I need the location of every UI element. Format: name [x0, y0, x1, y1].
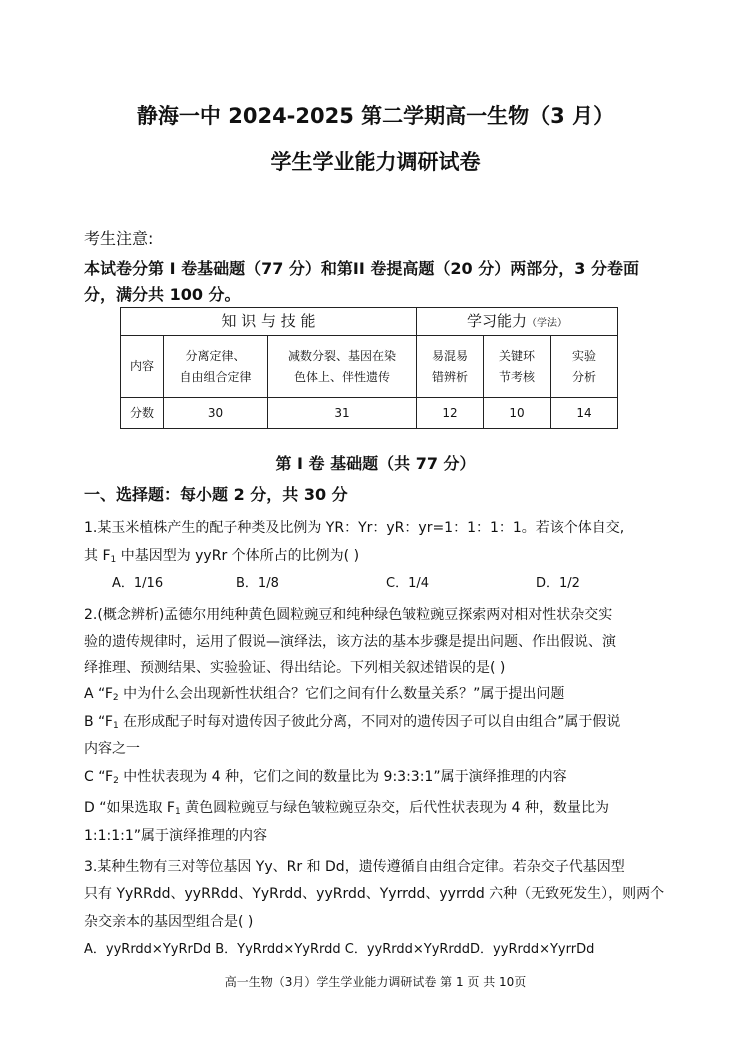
- notice-line-2: 分，满分共 100 分。: [84, 285, 241, 304]
- q2-option-a: A “$F_2$ 中为什么会出现新性状组合？它们之间有什么数量关系？”属于提出问题: [84, 686, 565, 703]
- table-cell: 实验 分析: [551, 336, 618, 398]
- content-label: 内容: [121, 336, 164, 398]
- section-subtitle: 一、选择题：每小题 2 分，共 30 分: [84, 485, 348, 504]
- score-label: 分数: [121, 398, 164, 429]
- score-distribution-table: [120, 307, 618, 429]
- table-cell: 分离定律、 自由组合定律: [164, 336, 268, 398]
- table-cell: 14: [551, 398, 618, 429]
- q2-option-d-line-1: D “如果选取 $F_1$ 黄色圆粒豌豆与绿色皱粒豌豆杂交，后代性状表现为 4 种，数量比为: [84, 800, 609, 817]
- notice-line-1: 本试卷分第 I 卷基础题（77 分）和第II 卷提高题（20 分）两部分，3 分卷面: [84, 259, 639, 278]
- content-row: [121, 336, 618, 398]
- learning-ability-header: 学习能力（学法）: [417, 308, 618, 336]
- q2-option-d-line-2: 1:1:1:1”属于演绎推理的内容: [84, 828, 268, 844]
- q2-line-3: 绎推理、预测结果、实验验证、得出结论。下列相关叙述错误的是( ): [84, 660, 506, 676]
- table-cell: 减数分裂、基因在染 色体上、伴性遗传: [268, 336, 417, 398]
- q1-option-d: D．1/2: [536, 576, 580, 591]
- q1-option-c: C．1/4: [386, 576, 429, 591]
- q2-option-b-line-2: 内容之一: [84, 741, 140, 757]
- q2-option-b-line-1: B “$F_1$ 在形成配子时每对遗传因子彼此分离，不同对的遗传因子可以自由组合”属于假说: [84, 714, 621, 731]
- table-cell: 10: [484, 398, 551, 429]
- q2-line-1: 2.(概念辨析)孟德尔用纯种黄色圆粒豌豆和纯种绿色皱粒豌豆探索两对相对性状杂交实: [84, 607, 613, 623]
- table-cell: 关键环 节考核: [484, 336, 551, 398]
- q3-line-3: 杂交亲本的基因型组合是( ): [84, 914, 254, 930]
- table-cell: 31: [268, 398, 417, 429]
- q2-line-2: 验的遗传规律时，运用了假说—演绎法，该方法的基本步骤是提出问题、作出假说、演: [84, 634, 616, 650]
- exam-title: 静海一中 2024-2025 第二学期高一生物（3 月）: [136, 104, 615, 128]
- table-cell: 30: [164, 398, 268, 429]
- table-cell: 易混易 错辨析: [417, 336, 484, 398]
- q1-option-b: B．1/8: [236, 576, 279, 591]
- exam-subtitle: 学生学业能力调研试卷: [270, 150, 481, 174]
- notice-label: 考生注意:: [84, 229, 154, 248]
- q3-line-1: 3.某种生物有三对等位基因 Yy、Rr 和 Dd，遗传遵循自由组合定律。若杂交子代基因型: [84, 859, 625, 875]
- page-footer: 高一生物（3月）学生学业能力调研试卷 第 1 页 共 10页: [224, 975, 527, 989]
- q3-line-2: 只有 YyRRdd、yyRRdd、YyRrdd、yyRrdd、Yyrrdd、yyrrdd 六种（无致死发生），则两个: [84, 886, 665, 902]
- score-row: [121, 398, 618, 429]
- q2-option-c: C “$F_2$ 中性状表现为 4 种，它们之间的数量比为 9:3:3:1”属于演绎推理的内容: [84, 769, 567, 786]
- q1-line-1: 1.某玉米植株产生的配子种类及比例为 YR：Yr：yR：yr=1：1：1：1。若该个体自交,: [84, 520, 625, 536]
- table-cell: 12: [417, 398, 484, 429]
- q1-line-2: 其 $F_1$ 中基因型为 yyRr 个体所占的比例为( ): [84, 548, 360, 565]
- q1-option-a: A．1/16: [112, 576, 164, 591]
- knowledge-skills-header: 知 识 与 技 能: [121, 308, 417, 336]
- section-title: 第 I 卷 基础题（共 77 分）: [275, 454, 476, 473]
- q3-options: A．yyRrdd×YyRrDd B．YyRrdd×YyRrdd C．yyRrdd×YyRrddD．yyRrdd×YyrrDd: [84, 942, 595, 957]
